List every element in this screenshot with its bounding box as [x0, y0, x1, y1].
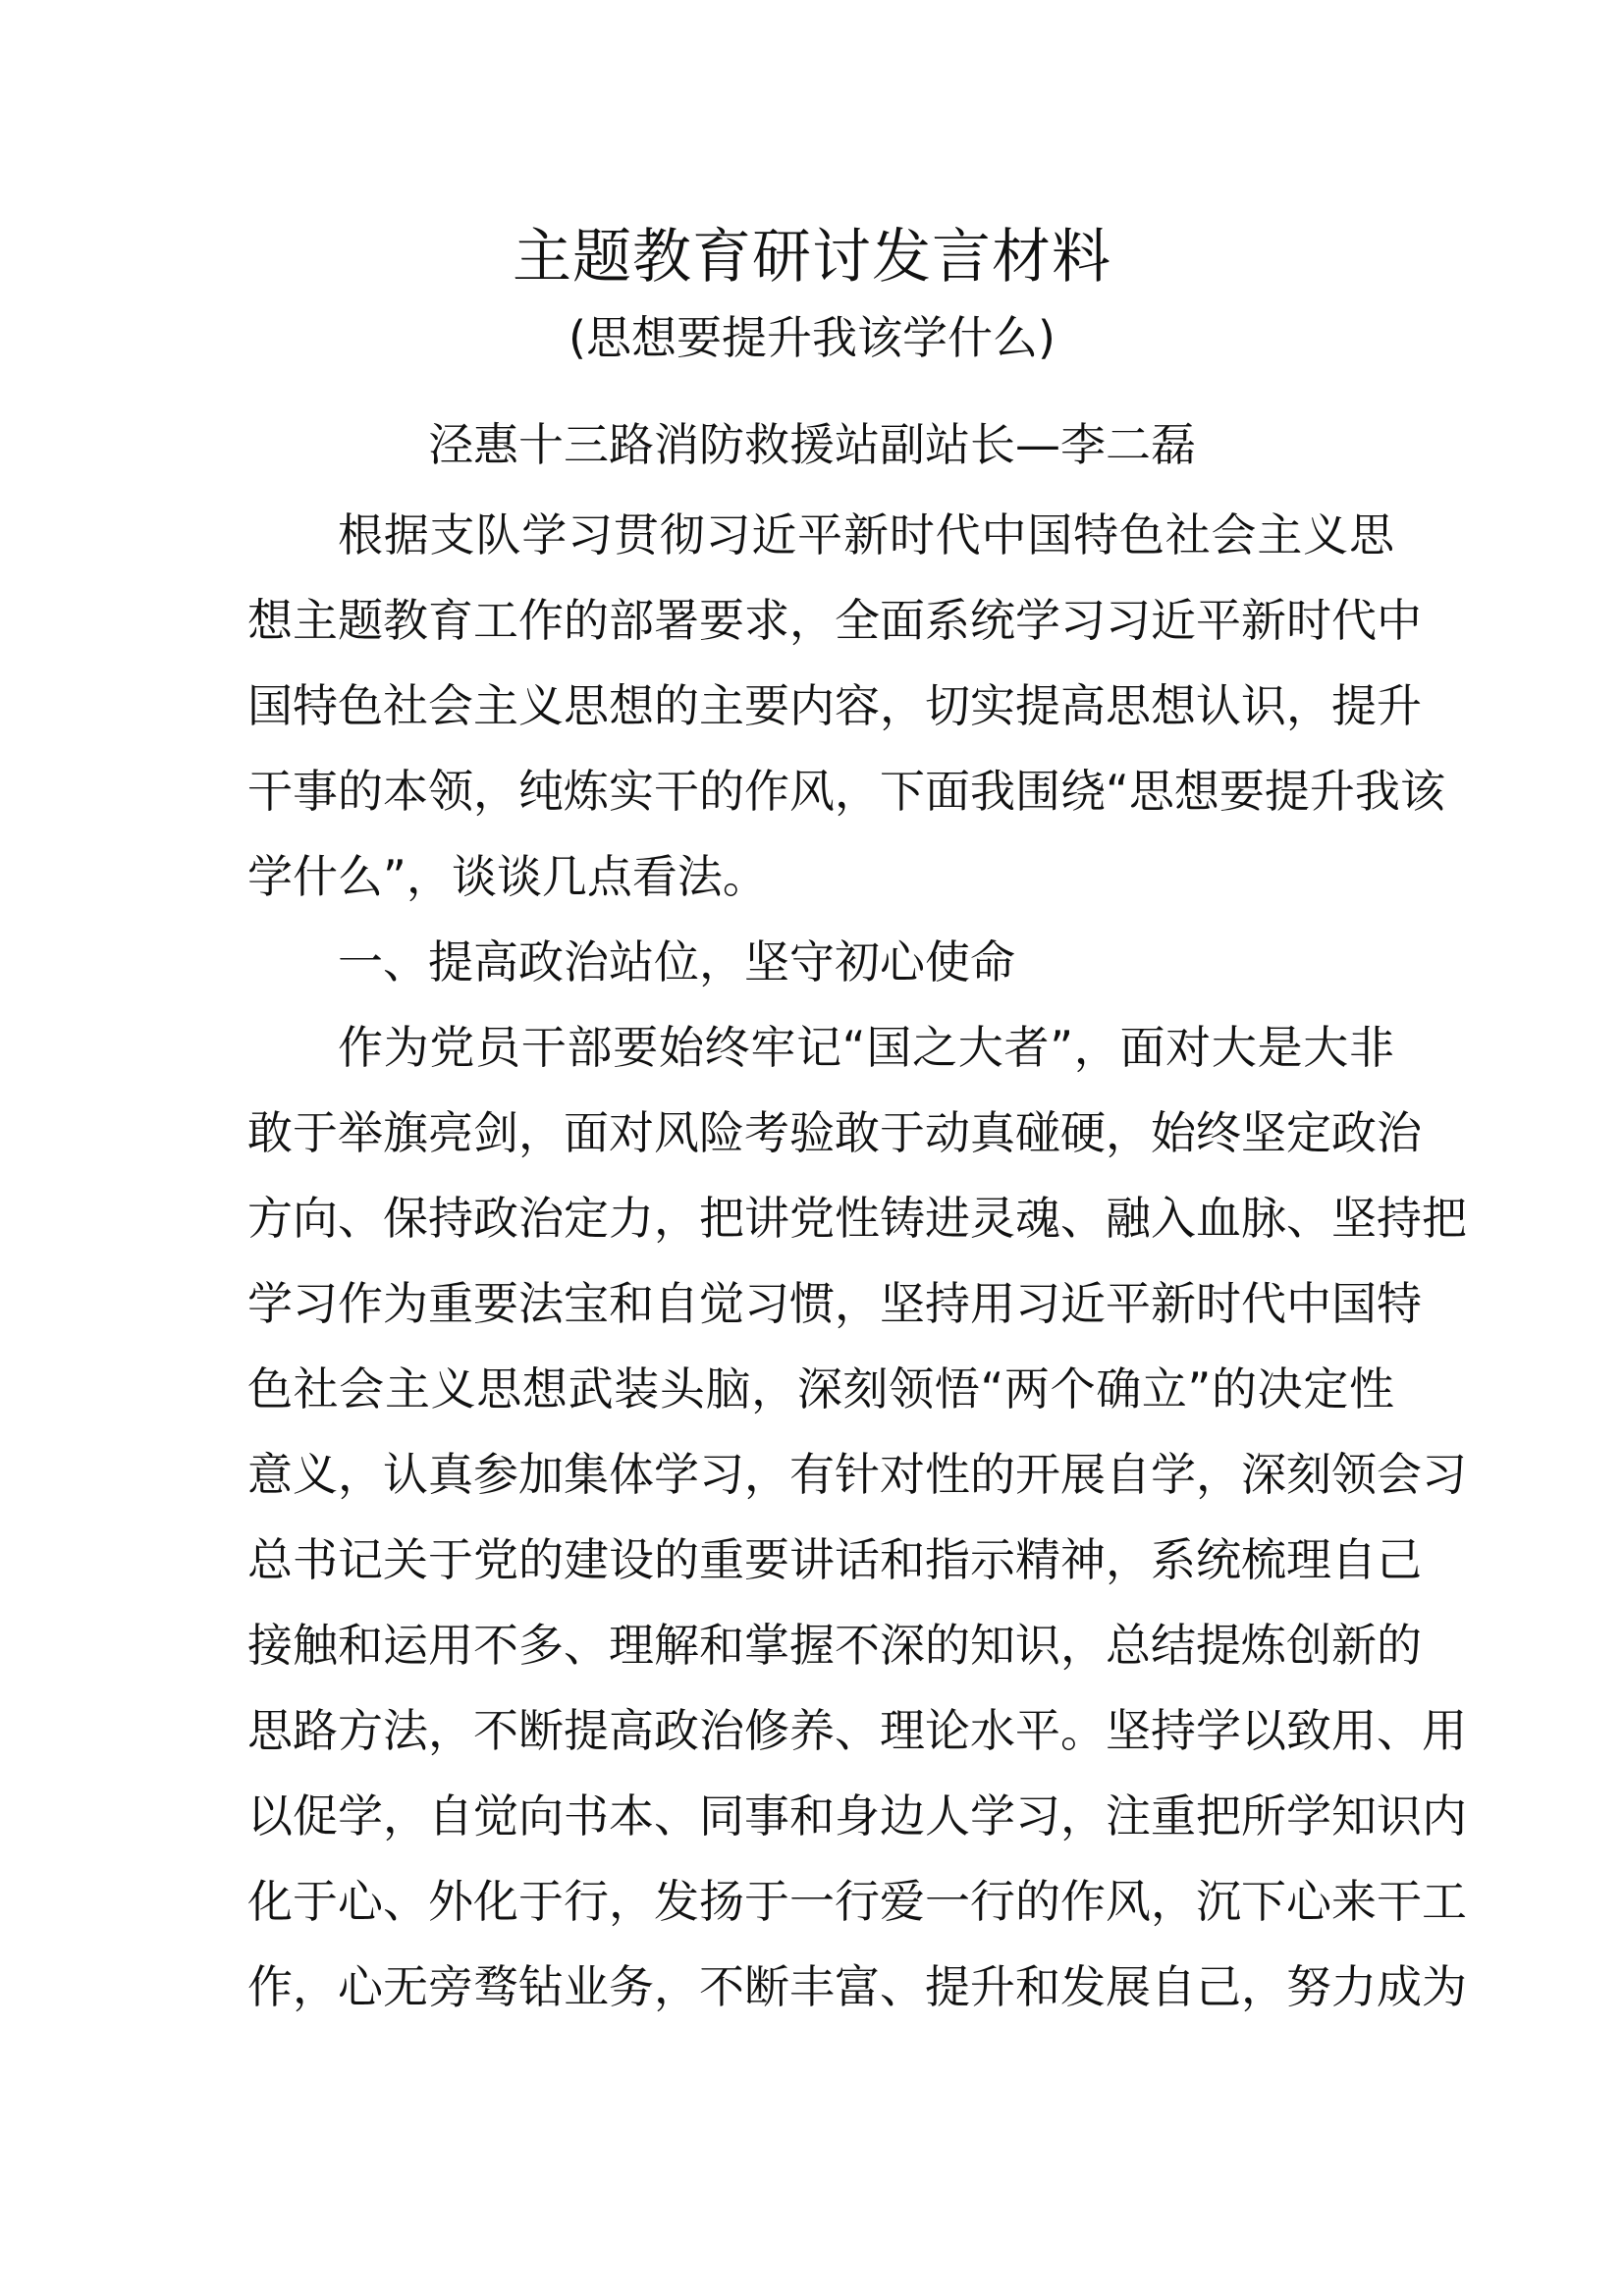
paragraph-line: 学什么”，谈谈几点看法。: [247, 850, 768, 903]
paragraph-line: 学习作为重要法宝和自觉习惯，坚持用习近平新时代中国特: [247, 1277, 1422, 1330]
paragraph-line: 干事的本领，纯炼实干的作风，下面我围绕“思想要提升我该: [247, 765, 1445, 818]
author-line: 泾惠十三路消防救援站副站长—李二磊: [428, 418, 1196, 471]
paragraph-line: 总书记关于党的建设的重要讲话和指示精神，系统梳理自己: [247, 1533, 1422, 1586]
body-text: [247, 493, 1467, 2030]
document-subtitle: (思想要提升我该学什么): [568, 311, 1056, 364]
paragraph-line: 接触和运用不多、理解和掌握不深的知识，总结提炼创新的: [247, 1619, 1422, 1672]
paragraph-line: 以促学，自觉向书本、同事和身边人学习，注重把所学知识内: [247, 1789, 1467, 1842]
section-heading: 一、提高政治站位，坚守初心使命: [338, 935, 1015, 988]
paragraph-line: 化于心、外化于行，发扬于一行爱一行的作风，沉下心来干工: [247, 1875, 1467, 1928]
paragraph-line: 作，心无旁骛钻业务，不断丰富、提升和发展自己，努力成为: [247, 1960, 1467, 2013]
paragraph-line: 想主题教育工作的部署要求，全面系统学习习近平新时代中: [247, 594, 1422, 647]
paragraph-line: 国特色社会主义思想的主要内容，切实提高思想认识，提升: [247, 679, 1422, 732]
paragraph-line: 作为党员干部要始终牢记“国之大者”，面对大是大非: [338, 1021, 1394, 1074]
paragraph-line: 根据支队学习贯彻习近平新时代中国特色社会主义思: [338, 508, 1394, 561]
paragraph-line: 敢于举旗亮剑，面对风险考验敢于动真碰硬，始终坚定政治: [247, 1106, 1422, 1159]
document-title: 主题教育研讨发言材料: [513, 223, 1111, 292]
paragraph-line: 方向、保持政治定力，把讲党性铸进灵魂、融入血脉、坚持把: [247, 1192, 1467, 1245]
paragraph-line: 意义，认真参加集体学习，有针对性的开展自学，深刻领会习: [247, 1448, 1467, 1501]
paragraph-line: 思路方法，不断提高政治修养、理论水平。坚持学以致用、用: [247, 1704, 1467, 1757]
paragraph-line: 色社会主义思想武装头脑，深刻领悟“两个确立”的决定性: [247, 1362, 1394, 1415]
